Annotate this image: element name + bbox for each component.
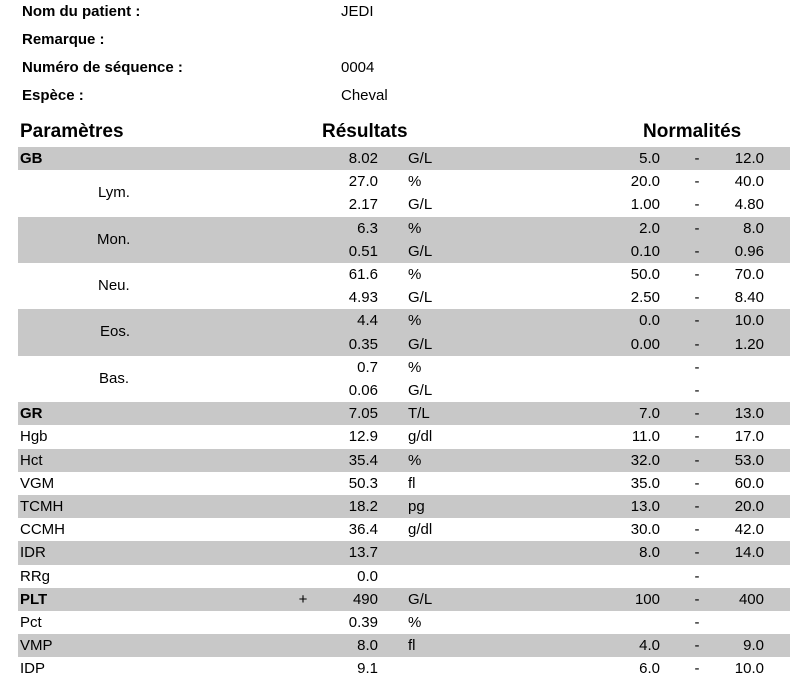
result-value: 2.17 — [348, 196, 378, 214]
normal-separator: - — [694, 266, 700, 283]
normal-low: 100 — [634, 590, 660, 608]
table-row — [18, 657, 790, 680]
table-row — [18, 240, 790, 263]
normal-low: 32.0 — [630, 451, 660, 469]
result-value: 35.4 — [348, 451, 378, 469]
normal-high: 53.0 — [734, 451, 764, 469]
species-value: Cheval — [341, 87, 388, 104]
sub-group-label: Eos. — [100, 323, 131, 341]
result-value: 4.93 — [348, 289, 378, 307]
table-row — [18, 333, 790, 356]
table-row — [18, 356, 790, 379]
table-row — [18, 402, 790, 425]
normal-low: 2.0 — [639, 219, 660, 237]
result-unit: % — [408, 312, 422, 330]
result-unit: % — [408, 219, 422, 237]
result-unit: fl — [408, 637, 416, 655]
result-value: 9.1 — [357, 660, 378, 678]
normal-separator: - — [694, 196, 700, 214]
normal-low: 35.0 — [630, 474, 660, 492]
result-value: 0.51 — [348, 242, 378, 260]
normal-high: 8.0 — [743, 219, 764, 237]
sequence-value: 0004 — [341, 59, 375, 76]
table-row — [18, 170, 790, 193]
patient-name-label: Nom du patient : — [22, 3, 141, 20]
sub-group-label: Bas. — [99, 369, 130, 387]
normal-separator: - — [694, 335, 700, 353]
table-row — [18, 449, 790, 472]
normal-high: 12.0 — [734, 150, 764, 167]
result-value: 8.0 — [357, 637, 378, 655]
normal-high: 0.96 — [734, 242, 764, 260]
result-value: 8.02 — [348, 150, 378, 167]
sub-group-label: Mon. — [97, 230, 131, 248]
result-unit: g/dl — [408, 428, 433, 446]
normal-high: 13.0 — [734, 405, 764, 423]
normal-low: 4.0 — [639, 637, 660, 655]
table-row — [18, 309, 790, 332]
patient-name-value: JEDI — [341, 3, 374, 20]
normal-separator: - — [694, 567, 700, 585]
parameter-name: PLT — [20, 590, 48, 608]
header-normals: Normalités — [643, 121, 742, 142]
result-unit: g/dl — [408, 521, 433, 539]
result-unit: G/L — [408, 382, 433, 399]
normal-low: 0.0 — [639, 312, 660, 330]
table-row — [18, 588, 790, 611]
table-row — [18, 495, 790, 518]
table-row — [18, 147, 790, 170]
result-unit: G/L — [408, 335, 433, 353]
result-value: 7.05 — [348, 405, 378, 423]
normal-low: 11.0 — [631, 428, 660, 446]
result-unit: % — [408, 173, 422, 191]
normal-separator: - — [694, 498, 700, 515]
result-unit: G/L — [408, 242, 433, 260]
normal-separator: - — [694, 358, 700, 376]
normal-low: 30.0 — [630, 521, 660, 539]
normal-high: 10.0 — [734, 312, 764, 330]
normal-low: 8.0 — [639, 544, 660, 562]
normal-high: 42.0 — [734, 521, 764, 539]
normal-low: 1.00 — [630, 196, 660, 214]
result-value: 18.2 — [348, 498, 378, 515]
result-unit: % — [408, 451, 422, 469]
normal-high: 8.40 — [734, 289, 764, 307]
normal-separator: - — [694, 312, 700, 330]
normal-separator: - — [694, 405, 700, 423]
result-unit: T/L — [408, 405, 430, 423]
result-value: 12.9 — [348, 428, 378, 446]
result-value: 0.35 — [348, 335, 378, 353]
parameter-name: VMP — [20, 637, 53, 655]
normal-separator: - — [694, 219, 700, 237]
table-row — [18, 286, 790, 309]
normal-separator: - — [694, 150, 700, 167]
result-unit: fl — [408, 474, 416, 492]
normal-separator: - — [694, 451, 700, 469]
result-unit: G/L — [408, 289, 433, 307]
parameter-name: IDP — [20, 660, 46, 678]
species-label: Espèce : — [22, 87, 84, 104]
parameter-name: CCMH — [20, 521, 65, 539]
result-value: 27.0 — [348, 173, 378, 191]
normal-low: 5.0 — [639, 150, 660, 167]
result-value: 6.3 — [357, 219, 378, 237]
header-results: Résultats — [322, 121, 408, 142]
table-row — [18, 379, 790, 402]
normal-separator: - — [694, 428, 700, 446]
result-value: 61.6 — [348, 266, 378, 283]
normal-separator: - — [694, 289, 700, 307]
normal-separator: - — [694, 660, 700, 678]
parameter-name: RRg — [20, 567, 51, 585]
normal-high: 4.80 — [734, 196, 764, 214]
header-parameters: Paramètres — [20, 121, 124, 142]
table-row — [18, 518, 790, 541]
result-unit: G/L — [408, 196, 433, 214]
table-row — [18, 611, 790, 634]
normal-high: 40.0 — [734, 173, 764, 191]
sub-group-label: Lym. — [98, 184, 130, 202]
result-unit: % — [408, 266, 422, 283]
table-row — [18, 565, 790, 588]
normal-high: 9.0 — [743, 637, 764, 655]
sequence-label: Numéro de séquence : — [22, 59, 183, 76]
result-unit: G/L — [408, 590, 433, 608]
normal-low: 2.50 — [630, 289, 660, 307]
table-row — [18, 634, 790, 657]
normal-separator: - — [694, 637, 700, 655]
normal-high: 70.0 — [734, 266, 764, 283]
normal-low: 0.10 — [630, 242, 660, 260]
normal-separator: - — [694, 173, 700, 191]
table-row — [18, 263, 790, 286]
normal-high: 1.20 — [734, 335, 764, 353]
normal-separator: - — [694, 242, 700, 260]
parameter-name: TCMH — [20, 498, 64, 515]
normal-high: 400 — [738, 590, 764, 608]
result-unit: G/L — [408, 150, 433, 167]
parameter-name: GR — [20, 405, 43, 423]
normal-low: 6.0 — [639, 660, 660, 678]
result-value: 4.4 — [357, 312, 378, 330]
result-value: 0.0 — [357, 567, 378, 585]
result-unit: % — [408, 614, 422, 631]
normal-separator: - — [694, 382, 700, 399]
normal-high: 20.0 — [734, 498, 764, 515]
result-value: 0.39 — [348, 614, 378, 631]
normal-low: 50.0 — [630, 266, 660, 283]
normal-high: 17.0 — [734, 428, 764, 446]
normal-low: 13.0 — [630, 498, 660, 515]
normal-high: 60.0 — [734, 474, 764, 492]
result-value: 50.3 — [348, 474, 378, 492]
normal-high: 14.0 — [734, 544, 764, 562]
normal-high: 10.0 — [734, 660, 764, 678]
table-row — [18, 472, 790, 495]
sub-group-label: Neu. — [98, 277, 130, 294]
normal-separator: - — [694, 590, 700, 608]
result-value: 0.7 — [357, 358, 378, 376]
table-row — [18, 217, 790, 240]
normal-separator: - — [694, 521, 700, 539]
result-flag: + — [298, 590, 308, 608]
parameter-name: IDR — [20, 544, 46, 562]
parameter-name: Hct — [20, 451, 43, 469]
normal-low: 20.0 — [630, 173, 660, 191]
normal-low: 7.0 — [639, 405, 660, 423]
result-unit: % — [408, 358, 422, 376]
result-value: 13.7 — [348, 544, 378, 562]
result-value: 0.06 — [348, 382, 378, 399]
result-unit: pg — [408, 498, 425, 515]
normal-separator: - — [694, 474, 700, 492]
parameter-name: Pct — [20, 614, 42, 631]
normal-separator: - — [694, 544, 700, 562]
parameter-name: Hgb — [20, 428, 48, 446]
remark-label: Remarque : — [22, 31, 105, 48]
normal-separator: - — [694, 614, 700, 631]
parameter-name: VGM — [20, 474, 55, 492]
table-row — [18, 541, 790, 564]
parameter-name: GB — [20, 150, 43, 167]
normal-low: 0.00 — [630, 335, 660, 353]
table-row — [18, 193, 790, 216]
result-value: 490 — [352, 590, 378, 608]
table-row — [18, 425, 790, 448]
result-value: 36.4 — [348, 521, 378, 539]
